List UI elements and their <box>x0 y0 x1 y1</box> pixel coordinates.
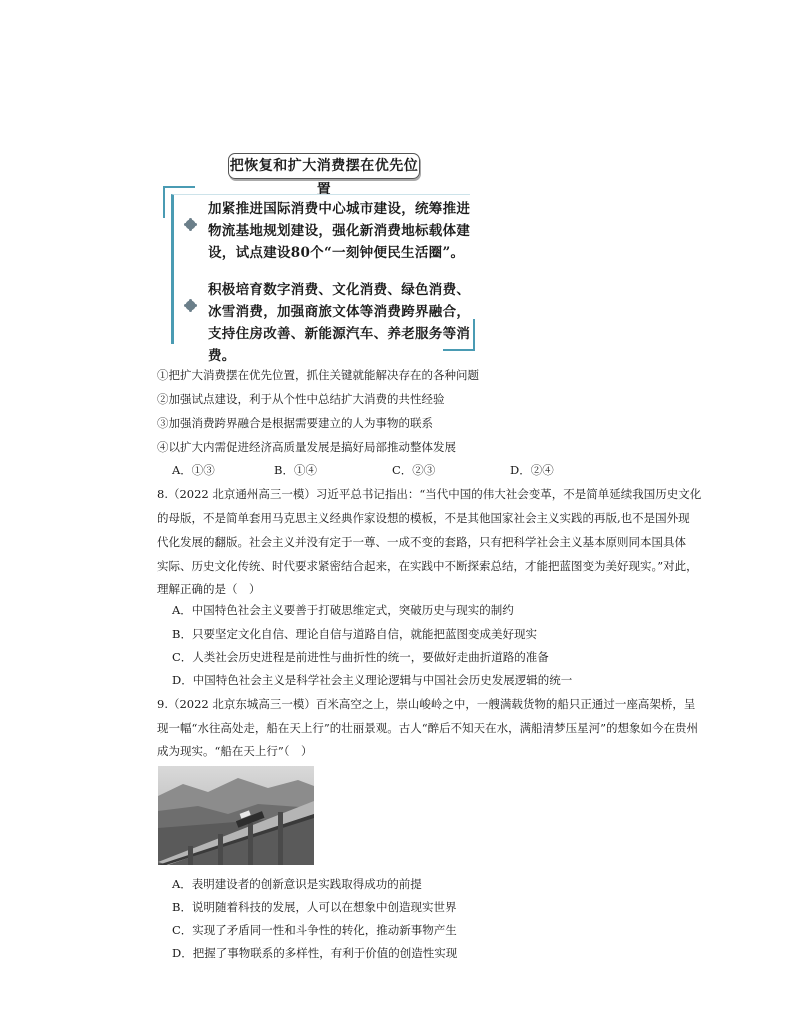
q7-choice-b[interactable]: B．①④ <box>274 463 317 477</box>
q8-option-c[interactable]: C．人类社会历史进程是前进性与曲折性的统一，要做好走曲折道路的准备 <box>172 650 549 664</box>
q9-option-d[interactable]: D．把握了事物联系的多样性，有利于价值的创造性实现 <box>172 946 458 960</box>
bullet-gear-icon <box>184 299 197 312</box>
q9-option-b[interactable]: B．说明随着科技的发展，人可以在想象中创造现实世界 <box>172 900 457 914</box>
q7-choice-c[interactable]: C．②③ <box>392 463 436 477</box>
q8-option-d[interactable]: D．中国特色社会主义是科学社会主义理论逻辑与中国社会历史发展逻辑的统一 <box>172 673 573 687</box>
q7-statement-1: ①把扩大消费摆在优先位置，抓住关键就能解决存在的各种问题 <box>157 368 479 382</box>
q9-option-a[interactable]: A．表明建设者的创新意识是实践取得成功的前提 <box>172 877 422 891</box>
figure-paragraph-1: 加紧推进国际消费中心城市建设，统筹推进物流基地规划建设，强化新消费地标载体建设，试点建设80个“一刻钟便民生活圈”。 <box>208 201 471 261</box>
q9-stem-line-3: 成为现实。“船在天上行”（ ） <box>157 744 313 758</box>
figure-frame <box>163 186 475 364</box>
q8-stem-line-5: 理解正确的是（ ） <box>157 582 261 596</box>
figure-title: 把恢复和扩大消费摆在优先位置 <box>228 153 420 179</box>
q7-statement-2: ②加强试点建设，利于从个性中总结扩大消费的共性经验 <box>157 392 445 406</box>
q7-choice-d[interactable]: D．②④ <box>510 463 554 477</box>
q8-stem-line-2: 的母版，不是简单套用马克思主义经典作家设想的模板，不是其他国家社会主义实践的再版,也不是国外现 <box>157 511 690 525</box>
figure-paragraph-2: 积极培育数字消费、文化消费、绿色消费、冰雪消费，加强商旅文体等消费跨界融合，支持住房改善、新能源汽车、养老服务等消费。 <box>208 282 471 364</box>
q8-option-a[interactable]: A．中国特色社会主义要善于打破思维定式，突破历史与现实的制约 <box>172 603 514 617</box>
figure-inner-box <box>171 194 471 364</box>
q8-stem-line-4: 实际、历史文化传统、时代要求紧密结合起来，在实践中不断探索总结，才能把蓝图变为美好现实。”对此， <box>157 559 698 573</box>
bullet-gear-icon <box>184 218 197 231</box>
q8-stem-line-1: 8.（2022 北京通州高三一模）习近平总书记指出：“当代中国的伟大社会变革，不是简单延续我国历史文化 <box>157 487 702 501</box>
q9-option-c[interactable]: C．实现了矛盾同一性和斗争性的转化，推动新事物产生 <box>172 923 457 937</box>
q7-statement-4: ④以扩大内需促进经济高质量发展是搞好局部推动整体发展 <box>157 440 456 454</box>
q9-stem-line-2: 现一幅“水往高处走，船在天上行”的壮丽景观。古人“醉后不知天在水，满船清梦压星河”的想象如今在贵州 <box>157 721 699 735</box>
q7-statement-3: ③加强消费跨界融合是根据需要建立的人为事物的联系 <box>157 416 433 430</box>
q8-stem-line-3: 代化发展的翻版。社会主义并没有定于一尊、一成不变的套路，只有把科学社会主义基本原则同本国具体 <box>157 535 686 549</box>
q8-option-b[interactable]: B．只要坚定文化自信、理论自信与道路自信，就能把蓝图变成美好现实 <box>172 627 537 641</box>
q7-choices <box>172 462 592 478</box>
q9-stem-line-1: 9.（2022 北京东城高三一模）百米高空之上，崇山峻岭之中，一艘满载货物的船只正通过一座高架桥，呈 <box>157 697 696 711</box>
q7-choice-a[interactable]: A．①③ <box>172 463 215 477</box>
bridge-ship-photo <box>158 766 314 865</box>
